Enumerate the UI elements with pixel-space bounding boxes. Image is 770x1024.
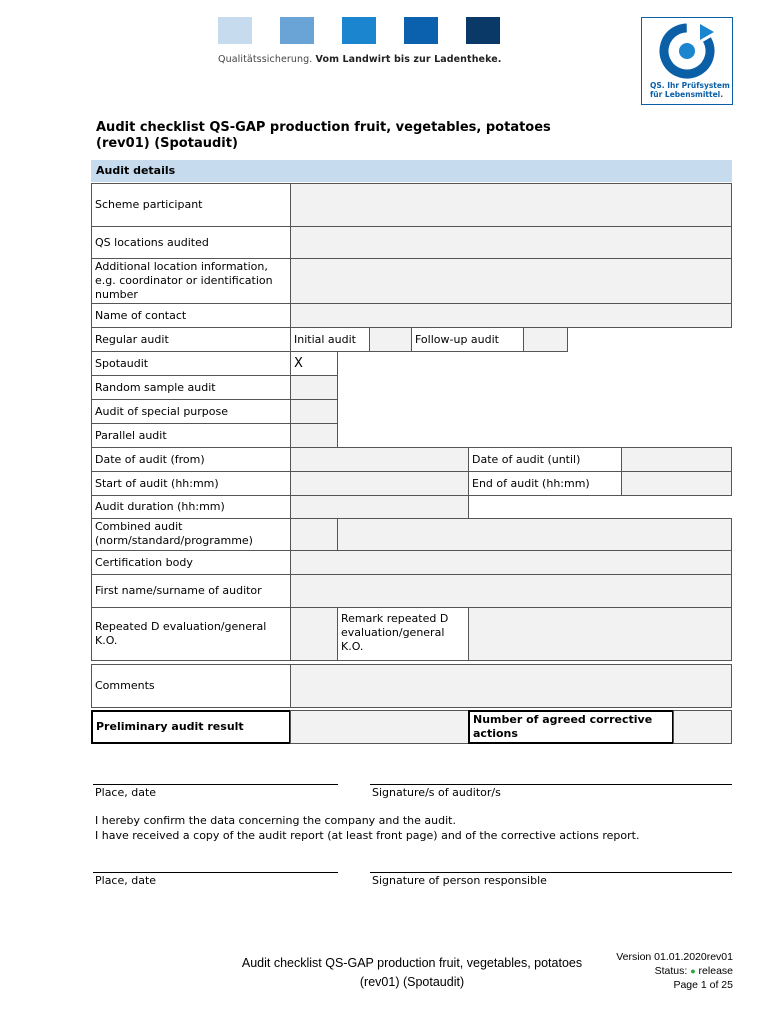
input-qs-locations[interactable] [290,226,732,259]
checkbox-special-purpose[interactable] [290,399,338,424]
signature-line-responsible [370,872,732,873]
input-name-contact[interactable] [290,303,732,328]
label-name-contact: Name of contact [91,303,291,328]
input-auditor-name[interactable] [290,574,732,608]
qs-arrow-icon [642,18,732,80]
label-scheme-participant: Scheme participant [91,183,291,227]
brand-square-3 [342,17,376,44]
section-header: Audit details [91,160,732,182]
brand-square-2 [280,17,314,44]
label-end-audit: End of audit (hh:mm) [468,471,622,496]
checkbox-followup-audit[interactable] [523,327,568,352]
label-audit-duration: Audit duration (hh:mm) [91,495,291,519]
label-agreed-actions: Number of agreed corrective actions [468,710,674,744]
label-combined-audit: Combined audit (norm/standard/programme) [91,518,291,551]
status-dot-icon: ● [690,966,696,976]
label-additional-location: Additional location information, e.g. coordinator or identification number [91,258,291,304]
place-date-label-1: Place, date [95,786,157,799]
input-remark-repeated-d[interactable] [468,607,732,661]
footer-version: Version 01.01.2020rev01 [616,951,733,963]
signature-auditor-label: Signature/s of auditor/s [372,786,501,799]
input-end-audit[interactable] [621,471,732,496]
qs-logo [641,17,733,105]
footer-meta [560,950,733,992]
label-special-purpose: Audit of special purpose [91,399,291,424]
input-date-until[interactable] [621,447,732,472]
checkbox-spotaudit[interactable]: X [290,351,338,376]
input-agreed-actions[interactable] [673,710,732,744]
input-comments[interactable] [290,664,732,708]
signature-line-place-date-1 [93,784,338,785]
input-combined-audit[interactable] [337,518,732,551]
checkbox-parallel-audit[interactable] [290,423,338,448]
input-scheme-participant[interactable] [290,183,732,227]
label-regular-audit: Regular audit [91,327,291,352]
label-parallel-audit: Parallel audit [91,423,291,448]
confirm-line-2: I have received a copy of the audit report (at least front page) and of the corrective actions report. [95,829,640,842]
input-audit-duration[interactable] [290,495,469,519]
label-auditor-name: First name/surname of auditor [91,574,291,608]
label-spotaudit: Spotaudit [91,351,291,376]
footer-page: Page 1 of 25 [673,979,733,991]
footer-status: Status: ● release [654,965,733,977]
input-additional-location[interactable] [290,258,732,304]
label-start-audit: Start of audit (hh:mm) [91,471,291,496]
confirm-line-1: I hereby confirm the data concerning the company and the audit. [95,814,456,827]
checkbox-initial-audit[interactable] [369,327,412,352]
input-date-from[interactable] [290,447,469,472]
checkbox-repeated-d[interactable] [290,607,338,661]
footer-document-title: Audit checklist QS-GAP production fruit, vegetables, potatoes (rev01) (Spotaudit) [241,956,583,989]
logo-text: QS. Ihr Prüfsystem für Lebensmittel. [650,81,730,99]
label-certification-body: Certification body [91,550,291,575]
brand-square-1 [218,17,252,44]
signature-line-place-date-2 [93,872,338,873]
document-title: Audit checklist QS-GAP production fruit, vegetables, potatoes (rev01) (Spotaudit) [96,120,551,151]
checkbox-random-sample[interactable] [290,375,338,400]
input-preliminary-result[interactable] [290,710,469,744]
label-qs-locations: QS locations audited [91,226,291,259]
label-preliminary-result: Preliminary audit result [91,710,291,744]
signature-line-auditor [370,784,732,785]
input-certification-body[interactable] [290,550,732,575]
place-date-label-2: Place, date [95,874,157,887]
label-repeated-d: Repeated D evaluation/general K.O. [91,607,291,661]
brand-square-4 [404,17,438,44]
label-remark-repeated-d: Remark repeated D evaluation/general K.O. [337,607,469,661]
label-comments: Comments [91,664,291,708]
header-tagline: Qualitätssicherung. Vom Landwirt bis zur Ladentheke. [218,54,502,65]
label-date-from: Date of audit (from) [91,447,291,472]
label-random-sample: Random sample audit [91,375,291,400]
brand-square-5 [466,17,500,44]
checkbox-combined-audit[interactable] [290,518,338,551]
label-date-until: Date of audit (until) [468,447,622,472]
label-followup-audit: Follow-up audit [411,327,524,352]
input-start-audit[interactable] [290,471,469,496]
label-initial-audit: Initial audit [290,327,370,352]
signature-responsible-label: Signature of person responsible [372,874,547,887]
